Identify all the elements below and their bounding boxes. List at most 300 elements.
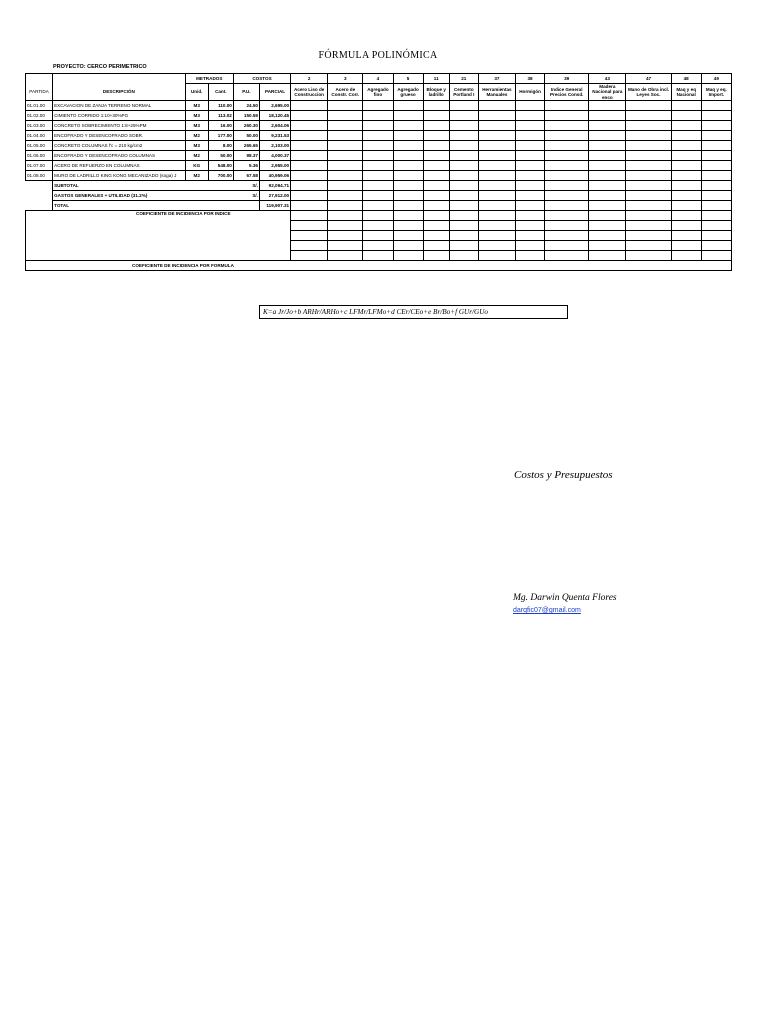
table-cell [589, 180, 626, 190]
index-cell [626, 110, 671, 120]
coef-cell [328, 250, 363, 260]
coef-cell [393, 210, 423, 220]
coef-cell [701, 210, 731, 220]
index-cell [626, 150, 671, 160]
coef-cell [449, 250, 478, 260]
index-cell [423, 150, 449, 160]
header-code: 47 [626, 74, 671, 84]
coef-cell [478, 240, 515, 250]
gastos-value: 27,912.00 [259, 190, 290, 200]
coef-cell [393, 220, 423, 230]
coef-cell [516, 210, 545, 220]
row-cant: 113.02 [208, 110, 233, 120]
table-cell [449, 190, 478, 200]
index-cell [545, 130, 589, 140]
header-index-name: Maq y eq Nacional [671, 84, 701, 101]
table-cell [671, 200, 701, 210]
coef-cell [626, 240, 671, 250]
coef-cell [363, 220, 393, 230]
total-label: TOTAL [53, 200, 260, 210]
index-cell [545, 140, 589, 150]
index-cell [328, 100, 363, 110]
coef-cell [328, 220, 363, 230]
row-parcial: 2,604.06 [259, 120, 290, 130]
index-cell [478, 140, 515, 150]
table-cell [516, 200, 545, 210]
index-cell [516, 100, 545, 110]
coef-cell [478, 210, 515, 220]
index-cell [478, 100, 515, 110]
index-cell [626, 100, 671, 110]
index-cell [701, 130, 731, 140]
subtotal-currency: S/. [233, 180, 259, 190]
total-row [26, 200, 732, 210]
index-cell [516, 120, 545, 130]
row-parcial: 18,120.45 [259, 110, 290, 120]
table-cell [26, 180, 53, 190]
index-cell [589, 100, 626, 110]
row-cant: 16.00 [208, 120, 233, 130]
row-partida: 01.01.00 [26, 100, 53, 110]
row-partida: 01.02.00 [26, 110, 53, 120]
table-cell [26, 200, 53, 210]
table-row [26, 160, 732, 170]
index-cell [478, 170, 515, 180]
index-cell [671, 140, 701, 150]
header-partida: PARTIDA [26, 84, 53, 101]
coef-cell [589, 210, 626, 220]
coef-cell [291, 250, 328, 260]
index-cell [478, 130, 515, 140]
index-cell [478, 150, 515, 160]
row-descripcion: ENCOFRADO Y DESENCOFRADO SOBR. [53, 130, 186, 140]
coef-cell [701, 240, 731, 250]
header-cell-blank [53, 74, 186, 84]
total-value: 119,907.31 [259, 200, 290, 210]
index-cell [363, 110, 393, 120]
header-code: 11 [423, 74, 449, 84]
header-code: 39 [545, 74, 589, 84]
header-metrados: METRADOS [185, 74, 233, 84]
coef-cell [449, 230, 478, 240]
index-cell [423, 120, 449, 130]
index-cell [589, 140, 626, 150]
header-unid: Unid. [185, 84, 208, 101]
coef-cell [671, 250, 701, 260]
coef-cell [701, 230, 731, 240]
header-costos: COSTOS [233, 74, 290, 84]
table-cell [589, 200, 626, 210]
table-cell [545, 180, 589, 190]
table-cell [328, 180, 363, 190]
table-cell [701, 200, 731, 210]
index-cell [589, 170, 626, 180]
table-cell [701, 180, 731, 190]
row-pu: 98.37 [233, 150, 259, 160]
index-cell [671, 130, 701, 140]
row-descripcion: CONCRETO COLUMNAS f'c = 210 kg/cm2 [53, 140, 186, 150]
header-code: 21 [449, 74, 478, 84]
subtotal-label: SUBTOTAL [53, 180, 234, 190]
index-cell [328, 170, 363, 180]
signature-subtitle: Costos y Presupuestos [514, 469, 613, 481]
row-unid: M2 [185, 150, 208, 160]
signature-email-link[interactable]: darqfic07@gmail.com [513, 607, 581, 614]
index-cell [516, 130, 545, 140]
index-cell [449, 140, 478, 150]
coef-cell [423, 250, 449, 260]
table-cell [328, 200, 363, 210]
index-cell [701, 170, 731, 180]
row-descripcion: CONCRETO SOBRECIMIENTO 1:8+25%PM [53, 120, 186, 130]
row-unid: KG [185, 160, 208, 170]
table-cell [671, 180, 701, 190]
index-cell [671, 160, 701, 170]
gastos-currency: S/. [233, 190, 259, 200]
index-cell [545, 150, 589, 160]
gastos-row [26, 190, 732, 200]
row-descripcion: ACERO DE REFUERZO EN COLUMNAS [53, 160, 186, 170]
index-cell [701, 110, 731, 120]
header-parcial: PARCIAL [259, 84, 290, 101]
header-index-name: Madera Nacional para enco [589, 84, 626, 101]
index-cell [449, 160, 478, 170]
table-cell [589, 190, 626, 200]
header-index-name: Acero de Constr. Corr. [328, 84, 363, 101]
header-index-name: Agregado grueso [393, 84, 423, 101]
row-unid: M3 [185, 110, 208, 120]
coef-cell [701, 250, 731, 260]
row-unid: M3 [185, 140, 208, 150]
index-cell [671, 170, 701, 180]
index-cell [626, 120, 671, 130]
index-cell [393, 150, 423, 160]
index-cell [291, 110, 328, 120]
coef-cell [449, 220, 478, 230]
coef-cell [291, 230, 328, 240]
header-index-name: Agregado fino [363, 84, 393, 101]
index-cell [626, 130, 671, 140]
coef-cell [291, 220, 328, 230]
coef-cell [423, 220, 449, 230]
index-cell [393, 120, 423, 130]
row-partida: 01.03.00 [26, 120, 53, 130]
index-cell [516, 110, 545, 120]
header-code: 43 [589, 74, 626, 84]
index-cell [589, 130, 626, 140]
row-parcial: 2,695.00 [259, 100, 290, 110]
coef-cell [363, 250, 393, 260]
index-cell [545, 100, 589, 110]
index-cell [701, 120, 731, 130]
index-cell [393, 170, 423, 180]
index-cell [291, 130, 328, 140]
row-pu: 24.50 [233, 100, 259, 110]
index-cell [393, 110, 423, 120]
row-cant: 50.00 [208, 150, 233, 160]
index-cell [423, 140, 449, 150]
row-parcial: 2,103.00 [259, 140, 290, 150]
row-descripcion: ENCOFRADO Y DESENCOFRADO COLUMNAS [53, 150, 186, 160]
table-cell [363, 190, 393, 200]
gastos-label: GASTOS GENERALES + UTILIDAD (31.2%) [53, 190, 234, 200]
header-code: 5 [393, 74, 423, 84]
coef-cell [626, 220, 671, 230]
coef-cell [363, 230, 393, 240]
coef-cell [516, 250, 545, 260]
index-cell [671, 150, 701, 160]
row-pu: 50.00 [233, 130, 259, 140]
table-cell [328, 190, 363, 200]
index-cell [478, 110, 515, 120]
row-descripcion: MURO DE LADRILLO KING KONG MECANIZADO (soga) J [53, 170, 186, 180]
table-row [26, 170, 732, 180]
index-cell [671, 120, 701, 130]
index-cell [291, 150, 328, 160]
coef-cell [393, 250, 423, 260]
row-parcial: 9,231.53 [259, 130, 290, 140]
header-descripcion: DESCRIPCIÓN [53, 84, 186, 101]
row-pu: 5.36 [233, 160, 259, 170]
coef-cell [449, 240, 478, 250]
signature-author: Mg. Darwin Quenta Flores [513, 593, 617, 603]
index-cell [701, 150, 731, 160]
index-cell [589, 150, 626, 160]
index-cell [423, 160, 449, 170]
coef-cell [545, 230, 589, 240]
index-cell [449, 170, 478, 180]
table-cell [393, 180, 423, 190]
header-index-name: Mano de Obra incl. Leyes Soc. [626, 84, 671, 101]
table-cell [516, 180, 545, 190]
index-cell [626, 170, 671, 180]
coef-cell [626, 250, 671, 260]
table-cell [393, 200, 423, 210]
header-row-1 [26, 74, 732, 84]
index-cell [363, 170, 393, 180]
coef-cell [363, 240, 393, 250]
table-cell [363, 180, 393, 190]
coef-cell [478, 230, 515, 240]
row-cant: 548.00 [208, 160, 233, 170]
index-cell [626, 160, 671, 170]
index-cell [423, 170, 449, 180]
table-row [26, 150, 732, 160]
header-row-2 [26, 84, 732, 101]
table-cell [516, 190, 545, 200]
header-code: 37 [478, 74, 515, 84]
index-cell [393, 140, 423, 150]
table-cell [626, 200, 671, 210]
index-cell [449, 150, 478, 160]
index-cell [516, 160, 545, 170]
index-cell [589, 160, 626, 170]
coef-cell [671, 230, 701, 240]
coef-cell [478, 250, 515, 260]
index-cell [363, 100, 393, 110]
index-cell [393, 130, 423, 140]
index-cell [423, 130, 449, 140]
row-cant: 177.00 [208, 130, 233, 140]
table-cell [478, 190, 515, 200]
table-row [26, 110, 732, 120]
coef-cell [701, 220, 731, 230]
index-cell [423, 100, 449, 110]
row-unid: M2 [185, 170, 208, 180]
row-pu: 67.58 [233, 170, 259, 180]
header-pu: P.U. [233, 84, 259, 101]
index-cell [291, 160, 328, 170]
row-pu: 260.30 [233, 120, 259, 130]
index-cell [449, 130, 478, 140]
coef-cell [626, 210, 671, 220]
table-cell [626, 180, 671, 190]
row-cant: 110.00 [208, 100, 233, 110]
coef-cell [516, 230, 545, 240]
header-code: 48 [671, 74, 701, 84]
coef-cell [589, 250, 626, 260]
index-cell [291, 170, 328, 180]
index-cell [701, 160, 731, 170]
header-code: 2 [291, 74, 328, 84]
index-cell [516, 170, 545, 180]
coef-cell [393, 230, 423, 240]
index-cell [363, 160, 393, 170]
table-cell [545, 190, 589, 200]
row-parcial: 2,955.00 [259, 160, 290, 170]
index-cell [478, 120, 515, 130]
coef-cell [671, 220, 701, 230]
coef-cell [363, 210, 393, 220]
header-index-name: Maq y eq. Import. [701, 84, 731, 101]
coef-cell [671, 240, 701, 250]
polynomial-formula: K=a Jr/Jo+b ARHr/ARHo+c LFMr/LFMo+d CEr/CEo+e Br/Bo+f GUr/GUo [259, 305, 568, 319]
table-row [26, 130, 732, 140]
index-cell [478, 160, 515, 170]
index-cell [423, 110, 449, 120]
polynomial-formula-table [25, 73, 732, 271]
coef-cell [291, 210, 328, 220]
index-cell [545, 170, 589, 180]
document-title: FÓRMULA POLINÓMICA [318, 50, 438, 61]
index-cell [701, 100, 731, 110]
index-cell [363, 150, 393, 160]
row-partida: 01.05.00 [26, 140, 53, 150]
row-descripcion: EXCAVACION DE ZANJA TERRENO NORMAL [53, 100, 186, 110]
index-cell [328, 120, 363, 130]
row-pu: 150.59 [233, 110, 259, 120]
table-cell [545, 200, 589, 210]
coef-cell [671, 210, 701, 220]
header-index-name: Herramientas Manuales [478, 84, 515, 101]
row-unid: M3 [185, 100, 208, 110]
coef-row [26, 210, 732, 220]
index-cell [393, 100, 423, 110]
coef-formula-row [26, 260, 732, 270]
table-cell [363, 200, 393, 210]
table-cell [701, 190, 731, 200]
table-cell [423, 180, 449, 190]
coef-cell [328, 240, 363, 250]
table-cell [423, 190, 449, 200]
header-index-name: Indice General Precios Consd. [545, 84, 589, 101]
table-cell [291, 180, 328, 190]
index-cell [516, 150, 545, 160]
row-cant: 8.00 [208, 140, 233, 150]
coef-cell [423, 210, 449, 220]
row-pu: 265.65 [233, 140, 259, 150]
index-cell [671, 110, 701, 120]
header-code: 4 [363, 74, 393, 84]
coef-cell [393, 240, 423, 250]
coef-cell [545, 240, 589, 250]
header-index-name: Bloque y ladrillo [423, 84, 449, 101]
table-row [26, 100, 732, 110]
index-cell [516, 140, 545, 150]
project-name: PROYECTO: CERCO PERIMETRICO [53, 64, 147, 70]
index-cell [701, 140, 731, 150]
table-cell [449, 180, 478, 190]
header-index-name: Hormigón [516, 84, 545, 101]
coef-cell [423, 230, 449, 240]
index-cell [291, 140, 328, 150]
index-cell [363, 130, 393, 140]
coef-cell [516, 240, 545, 250]
coef-cell [589, 230, 626, 240]
coef-cell [328, 210, 363, 220]
row-partida: 01.08.00 [26, 170, 53, 180]
table-cell [671, 190, 701, 200]
index-cell [449, 120, 478, 130]
row-parcial: 4,000.37 [259, 150, 290, 160]
coef-cell [516, 220, 545, 230]
coef-cell [589, 240, 626, 250]
row-parcial: 40,959.06 [259, 170, 290, 180]
coef-cell [626, 230, 671, 240]
index-cell [363, 140, 393, 150]
index-cell [449, 100, 478, 110]
index-cell [449, 110, 478, 120]
index-cell [328, 150, 363, 160]
index-cell [545, 110, 589, 120]
row-cant: 700.00 [208, 170, 233, 180]
index-cell [589, 120, 626, 130]
table-cell [26, 190, 53, 200]
coef-cell [545, 220, 589, 230]
item-rows [26, 100, 732, 180]
table-cell [449, 200, 478, 210]
index-cell [393, 160, 423, 170]
table-cell [393, 190, 423, 200]
row-partida: 01.06.00 [26, 150, 53, 160]
index-cell [626, 140, 671, 150]
coef-cell [328, 230, 363, 240]
index-cell [328, 160, 363, 170]
coef-cell [545, 250, 589, 260]
table-cell [478, 180, 515, 190]
index-cell [671, 100, 701, 110]
coef-cell [478, 220, 515, 230]
subtotal-row [26, 180, 732, 190]
index-cell [328, 140, 363, 150]
index-cell [589, 110, 626, 120]
index-cell [545, 120, 589, 130]
index-cell [291, 100, 328, 110]
table-row [26, 120, 732, 130]
row-partida: 01.07.00 [26, 160, 53, 170]
coef-formula-label: COEFICIENTE DE INCIDENCIA POR FORMULA [26, 260, 732, 270]
header-code: 49 [701, 74, 731, 84]
